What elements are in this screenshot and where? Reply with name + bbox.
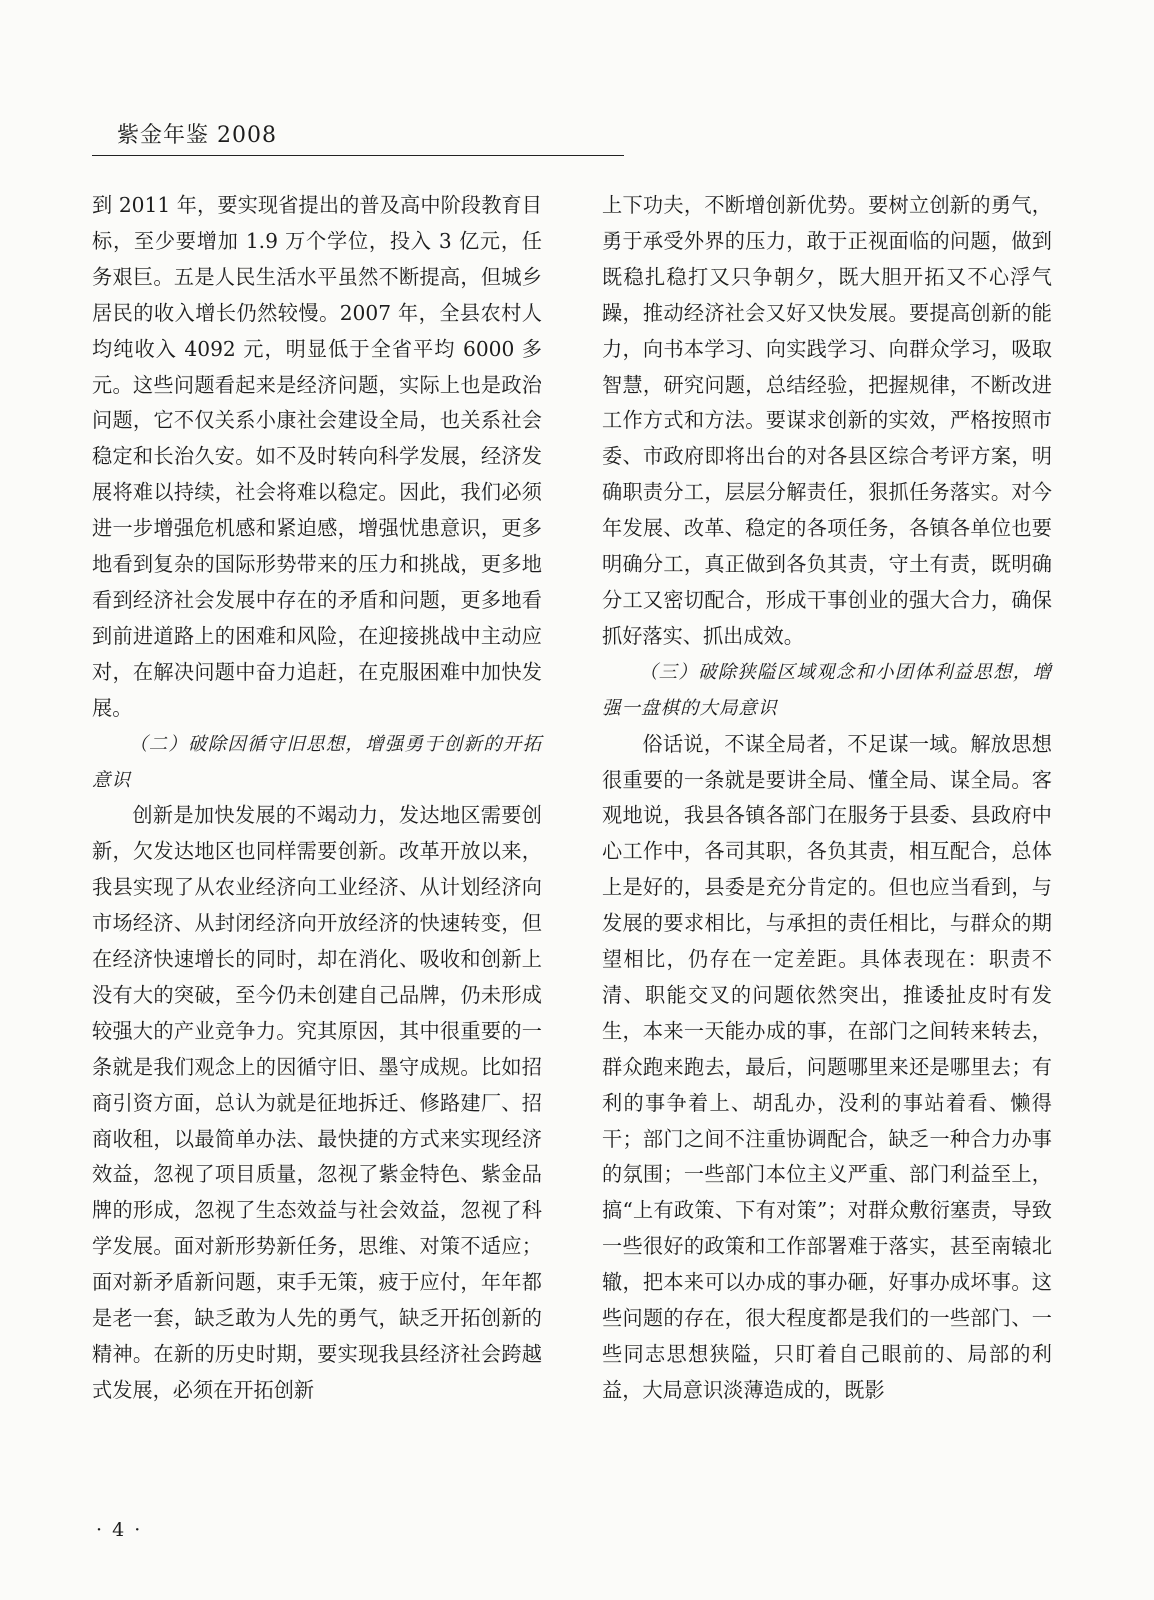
paragraph-continued: 上下功夫，不断增创新优势。要树立创新的勇气，勇于承受外界的压力，敢于正视面临的问题，做到既稳扎稳打又只争朝夕，既大胆开拓又不心浮气躁，推动经济社会又好又快发展。要提高创新的能力，向书本学习、向实践学习、向群众学习，吸取智慧，研究问题，总结经验，把握规律，不断改进工作方式和方法。要谋求创新的实效，严格按照市委、市政府即将出台的对各县区综合考评方案，明确职责分工，层层分解责任，狠抓任务落实。对今年发展、改革、稳定的各项任务，各镇各单位也要明确分工，真正做到各负其责，守土有责，既明确分工又密切配合，形成干事创业的强大合力，确保抓好落实、抓出成效。 (602, 193, 1052, 648)
running-header: 紫金年鉴 2008 (117, 123, 277, 148)
paragraph: 俗话说，不谋全局者，不足谋一域。解放思想很重要的一条就是要讲全局、懂全局、谋全局。客观地说，我县各镇各部门在服务于县委、县政府中心工作中，各司其职，各负其责，相互配合，总体上是好的，县委是充分肯定的。但也应当看到，与发展的要求相比，与承担的责任相比，与群众的期望相比，仍存在一定差距。具体表现在：职责不清、职能交叉的问题依然突出，推诿扯皮时有发生，本来一天能办成的事，在部门之间转来转去，群众跑来跑去，最后，问题哪里来还是哪里去；有利的事争着上、胡乱办，没利的事站着看、懒得干；部门之间不注重协调配合，缺乏一种合力办事的氛围；一些部门本位主义严重、部门利益至上，搞“上有政策、下有对策”；对群众敷衍塞责，导致一些很好的政策和工作部署难于落实，甚至南辕北辙，把本来可以办成的事办砸，好事办成坏事。这些问题的存在，很大程度都是我们的一些部门、一些同志思想狭隘，只盯着自己眼前的、局部的利益，大局意识淡薄造成的，既影 (602, 731, 1052, 1402)
left-column (92, 188, 542, 1409)
paragraph-continued: 到 2011 年，要实现省提出的普及高中阶段教育目标，至少要增加 1.9 万个学位，投入 3 亿元，任务艰巨。五是人民生活水平虽然不断提高，但城乡居民的收入增长仍然较慢。2007 年，全县农村人均纯收入 4092 元，明显低于全省平均 6000 多元。这些问题看起来是经济问题，实际上也是政治问题，它不仅关系小康社会建设全局，也关系社会稳定和长治久安。如不及时转向科学发展，经济发展将难以持续，社会将难以稳定。因此，我们必须进一步增强危机感和紧迫感，增强忧患意识，更多地看到复杂的国际形势带来的压力和挑战，更多地看到经济社会发展中存在的矛盾和问题，更多地看到前进道路上的困难和风险，在迎接挑战中主动应对，在解决问题中奋力追赶，在克服困难中加快发展。 (92, 193, 542, 720)
section-heading-2: （二）破除因循守旧思想，增强勇于创新的开拓意识 (92, 733, 542, 791)
section-heading-3: （三）破除狭隘区域观念和小团体利益思想，增强一盘棋的大局意识 (602, 661, 1052, 719)
header-rule (92, 155, 624, 156)
paragraph: 创新是加快发展的不竭动力，发达地区需要创新，欠发达地区也同样需要创新。改革开放以来，我县实现了从农业经济向工业经济、从计划经济向市场经济、从封闭经济向开放经济的快速转变，但在经济快速增长的同时，却在消化、吸收和创新上没有大的突破，至今仍未创建自己品牌，仍未形成较强大的产业竞争力。究其原因，其中很重要的一条就是我们观念上的因循守旧、墨守成规。比如招商引资方面，总认为就是征地拆迁、修路建厂、招商收租，以最简单办法、最快捷的方式来实现经济效益，忽视了项目质量，忽视了紫金特色、紫金品牌的形成，忽视了生态效益与社会效益，忽视了科学发展。面对新形势新任务，思维、对策不适应；面对新矛盾新问题，束手无策，疲于应付，年年都是老一套，缺乏敢为人先的勇气，缺乏开拓创新的精神。在新的历史时期，要实现我县经济社会跨越式发展，必须在开拓创新 (92, 803, 542, 1402)
right-column (602, 188, 1052, 1409)
page-number: · 4 · (96, 1519, 143, 1541)
